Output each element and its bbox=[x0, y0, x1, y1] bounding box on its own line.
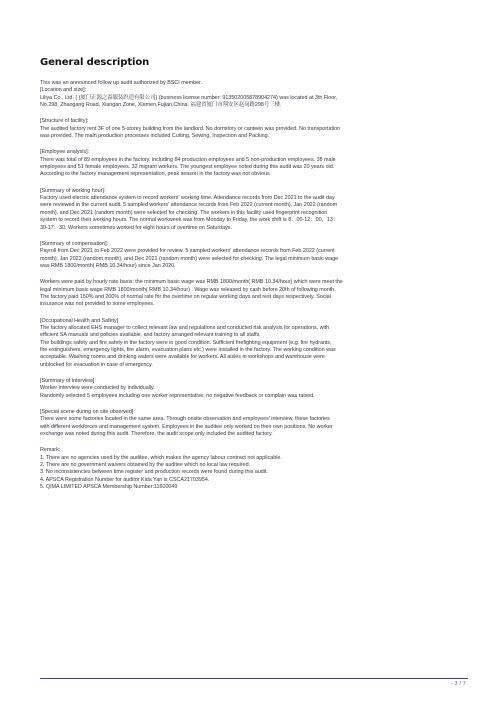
text-line: Payroll from Dec 2021 to Feb 2022 were provided for review. 5 sampled workers' attendance records from Feb 2022 (current bbox=[40, 248, 335, 255]
text-line: The audited factory rent 3F of one 5-storey building from the landlord. No dormitory or canteen was provided. No transportation bbox=[40, 125, 341, 132]
text-line: [Summary of compensation]: bbox=[40, 240, 109, 247]
paragraph-block bbox=[40, 279, 468, 308]
text-line: Factory used electric attendance system to record workers' working time. Attendance records from Dec 2021 to the audit day bbox=[40, 195, 335, 202]
text-line: According to the factory management representation, peak season in the factory was not obvious bbox=[40, 171, 270, 178]
text-line: were reviewed in the current audit. 5 sampled workers' attendance records from Feb 2022 (current month), Jan 2022 (random bbox=[40, 202, 338, 209]
text-line: No.298, Zhaogang Road, Xiangan Zone, Xiamen,Fujian,China. 福建省厦门市翔安区赵岗路298号三楼. bbox=[40, 102, 282, 109]
text-line: 4. APSCA Registration Number for auditor Kida Yan is CSCA21703954. bbox=[40, 476, 210, 483]
paragraph-block bbox=[40, 188, 468, 232]
text-line: insurance was not provided to some employees. bbox=[40, 301, 155, 308]
paragraph-block bbox=[40, 118, 468, 140]
text-line: [Occupational Health and Safety] bbox=[40, 317, 119, 324]
text-line: Workers were paid by hourly rate basis; the minimum basic wage was RMB 1800/month( RMB 10.34/hour) which were meet the bbox=[40, 279, 343, 286]
text-line: There was total of 89 employees in the factory, including 84 production employees and 5 non-production employees. 38 male bbox=[40, 156, 336, 163]
text-line: This was an announced follow up audit authorized by BSCI member. bbox=[40, 80, 203, 86]
text-line: The factory allocated EHS manager to collect relevant law and regulations and conducted risk analysis for operations, with bbox=[40, 324, 330, 331]
paragraph-block bbox=[40, 149, 468, 178]
text-line: 5. QIMA LIMITED APSCA Membership Number:11600049 bbox=[40, 484, 178, 491]
text-line: [Summary of working hour]: bbox=[40, 187, 106, 194]
paragraph-block bbox=[40, 447, 468, 491]
text-line: 3. No inconsistencies between time register and production records were found during this audit. bbox=[40, 469, 268, 476]
text-line: legal minimum basic wage RMB 1800/month( RMB 10.34/hour) . Wage was released by cash before 20th of following month. bbox=[40, 286, 336, 293]
text-line: month), and Dec 2021 (random month) were selected for checking. The workers in this facility used fingerprint recognition bbox=[40, 209, 328, 216]
text-line: [Special scene during on site observed]: bbox=[40, 409, 135, 416]
text-line: [Structure of facility]: bbox=[40, 118, 89, 125]
text-line: Randomly selected 5 employees including one worker representative, no negative feedback or complain was raised. bbox=[40, 392, 315, 399]
text-line: Worker interview were conducted by individually. bbox=[40, 385, 155, 392]
text-line: Remark: bbox=[40, 447, 61, 454]
text-line: was provided. The main production processes included Cutting, Sewing, Inspection and Packing. bbox=[40, 133, 270, 140]
paragraph-block bbox=[40, 241, 468, 270]
text-line: month), Jan 2022 (random month), and Dec 2021 (random month) were selected for checking. The legal minimum basic wage bbox=[40, 255, 339, 262]
text-line: system to record their working hours. The normal workweek was from Monday to Friday, the work shift is 8：00-12：00，13： bbox=[40, 217, 339, 224]
text-line: [Location and size]: bbox=[40, 87, 87, 94]
paragraph-block bbox=[40, 318, 468, 369]
text-line: [Employee analysis]: bbox=[40, 149, 90, 156]
paragraph-block bbox=[40, 409, 468, 438]
paragraph-block bbox=[40, 80, 468, 109]
text-line: 2. There are no government waivers obtained by the auditee which no local law required. bbox=[40, 462, 251, 469]
sections-container bbox=[40, 80, 468, 491]
text-line: 30-17：30. Workers sometimes worked for eight hours of overtime on Saturdays. bbox=[40, 224, 232, 231]
paragraph-block bbox=[40, 378, 468, 400]
text-line: The buildings safety and fire safety in the factory were in good condition. Sufficient firefighting equipment (e.g. fire hydrants, bbox=[40, 339, 332, 346]
text-line: employees and 51 female employees. 32 migrant workers. The youngest employee noted during this audit was 20 years old. bbox=[40, 164, 335, 171]
text-line: 1. There are no agencies used by the auditee, which makes the agency labour contract not applicable. bbox=[40, 454, 282, 461]
text-line: unblocked for evacuation in case of emergency. bbox=[40, 361, 153, 368]
text-line: with different workforces and management system. Employees in the auditee only worked on their own positions. No worker bbox=[40, 423, 333, 430]
text-line: There were some factories located in the same area. Through onsite observation and employees' interview, these factories bbox=[40, 416, 330, 423]
text-line: fire extinguishers, emergency lights, fire alarm, evacuation plans etc.) were installed in the factory. The working condition was bbox=[40, 346, 336, 353]
page-number: - 3 / 7 bbox=[451, 681, 466, 687]
section-heading: General description bbox=[40, 57, 150, 68]
document-body bbox=[40, 57, 468, 500]
text-line: The factory paid 150% and 200% of normal rate for the overtime on regular working days and rest days respectively. Social bbox=[40, 293, 331, 300]
text-line: was RMB 1800/month( RMB 10.34/hour) since Jan 2020. bbox=[40, 262, 176, 269]
text-line: acceptable. Washing rooms and drinking waters were available for workers. All aisles in workshops and warehouse were bbox=[40, 354, 325, 361]
footer-divider bbox=[40, 678, 468, 679]
text-line: exchange was noted during this audit. Therefore, the audit scope only included the audited factory. bbox=[40, 431, 273, 438]
text-line: Liliya Co., Ltd. ( (厦门正源之森服装织造有限公司) (business license number: 91350200587890427​4) was located at 3th Floor, bbox=[40, 94, 338, 101]
text-line: [Summary of interview]: bbox=[40, 378, 96, 384]
text-line: efficient SA manuals and policies available, and factory arranged relevant training to all staffs. bbox=[40, 332, 261, 339]
